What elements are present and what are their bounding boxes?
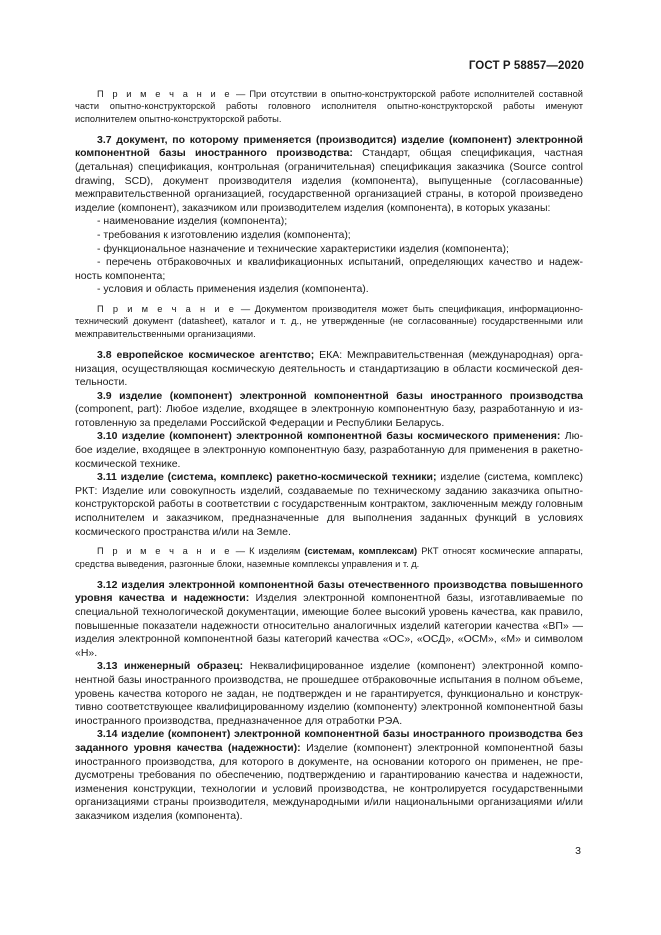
- term-definition: (component, part): Любое изделие, входящее в электронную компонентную базу, разработанную и изготовленную за пределами Российской Федерации и Республики Беларусь.: [75, 403, 583, 429]
- document-body: [75, 88, 583, 824]
- note-text: РКТ относят космические аппараты, средства выведения, разгонные блоки, наземные комплексы управления и т. д.: [75, 546, 583, 569]
- term-3-9: [75, 390, 583, 431]
- term-3-7: [75, 134, 583, 216]
- term-title: 3.9 изделие (компонент) электронной компонентной базы иностранного производства: [97, 389, 583, 402]
- list-item: - функциональное назначение и технические характеристики изделия (компонента);: [97, 242, 509, 255]
- term-title: 3.12 изделия электронной компонентной базы отечественного производства повышенного уровня качества и надежности:: [75, 578, 583, 605]
- note-2: [75, 303, 583, 340]
- term-definition: ЕКА: Межправительственная (международная) организация, осуществляющая космическую деятельность и стандартизацию в области космической деятельности.: [75, 348, 583, 389]
- list-item: - перечень отбраковочных и квалификационных испытаний, определяющих качество и надежность компонента;: [75, 256, 583, 282]
- term-title: 3.8 европейское космическое агентство;: [97, 348, 315, 361]
- note-text: — При отсутствии в опытно-конструкторской работе исполнителей составной части опытно-конструкторской работы головного исполнителя опытно-конструкторской работы именуют исполнителем опытно-конструкторской работы.: [75, 89, 583, 124]
- term-title: 3.14 изделие (компонент) электронной компонентной базы иностранного производства без заданного уровня качества (надежности):: [75, 728, 583, 754]
- term-definition: изделие (система, комплекс) РКТ: Изделие или совокупность изделий, создаваемые по техническому заданию заказчика опытно-конструкторской работы в соответствии с государственным контрактом, заключенным между головным исполнителем и заказчиком, предназначенные для выполнения заданных функций в условиях космического пространства и/или на Земле.: [75, 471, 583, 538]
- term-3-8: [75, 349, 583, 390]
- term-title: 3.11 изделие (система, комплекс) ракетно-космической техники;: [97, 471, 437, 484]
- note-bold-text: (системам, комплексам): [304, 546, 418, 557]
- note-1: [75, 88, 583, 125]
- note-3: [75, 545, 583, 570]
- list-item: - требования к изготовлению изделия (компонента);: [97, 229, 351, 242]
- note-label: П р и м е ч а н и е: [97, 89, 232, 99]
- list-item: - наименование изделия (компонента);: [97, 215, 288, 228]
- term-3-13: [75, 660, 583, 728]
- note-text: — Документом производителя может быть спецификация, информационно-технический документ (datasheet), каталог и т. д., не утвержденные (не согласованные) государственными или межправительственными организациями.: [75, 304, 583, 339]
- list-item: - условия и область применения изделия (компонента).: [97, 283, 369, 296]
- term-3-14: [75, 728, 583, 823]
- term-definition: Изделие (компонент) электронной компонентной базы иностранного производства, для которого в документе, на основании которого он применен, не предусмотрены требования по обеспечению, подтверждению и гарантированию качества и надежности, изменения конструкции, технологии и условий производства, не контролируется государственными организациями страны производителя, международными и/или национальными организациями и/или заказчиком изделия (компонента).: [75, 741, 583, 822]
- term-title: 3.10 изделие (компонент) электронной компонентной базы космического применения:: [97, 430, 561, 443]
- page-number: 3: [575, 845, 581, 857]
- term-3-10: [75, 430, 583, 471]
- note-label: П р и м е ч а н и е: [97, 546, 232, 557]
- term-definition: Неквалифицированное изделие (компонент) электронной компонентной базы иностранного производства, не прошедшее отбраковочные испытания в полном объеме, уровень качества которого не задан, не подтвержден и не гарантируется, функционально и конструктивно соответствующее квалифицированному изделию (компоненту) электронной компонентной базы иностранного производства, предназначенное для отработки РЭА.: [75, 660, 584, 727]
- term-definition: Любое изделие, входящее в электронную компонентную базу, разработанную для применения в ракетно-космической технике.: [75, 430, 584, 470]
- note-text: — К изделиям: [231, 546, 305, 557]
- term-3-12: [75, 579, 583, 661]
- term-definition: Стандарт, общая спецификация, частная (детальная) спецификация, контрольная (ограничительная) спецификация заказчика (Source control drawing, SCD), документ производителя изделия (компонента), выпущенные (согласованные) межправительственной организацией, государственной организацией страны, в которой произведено изделие (компонент), заказчиком или производителем изделия (компонента), в которых указаны:: [75, 147, 583, 214]
- term-title: 3.13 инженерный образец:: [97, 660, 244, 673]
- term-definition: Изделия электронной компонентной базы, изготавливаемые по специальной технологической документации, имеющие более высокий уровень качества, как правило, повышенные показатели надежности относительно аналогичных изделий категории качества «ВП» — изделия электронной компонентной базы категорий качества «ОС», «ОСД», «ОСМ», «М» и символом «Н».: [75, 592, 583, 659]
- term-title: 3.7 документ, по которому применяется (производится) изделие (компонент) электронной компонентной базы иностранного производства:: [75, 133, 583, 160]
- note-label: П р и м е ч а н и е: [97, 304, 237, 315]
- term-3-11: [75, 471, 583, 539]
- term-3-7-list: [75, 215, 583, 297]
- standard-id: ГОСТ Р 58857—2020: [468, 60, 584, 72]
